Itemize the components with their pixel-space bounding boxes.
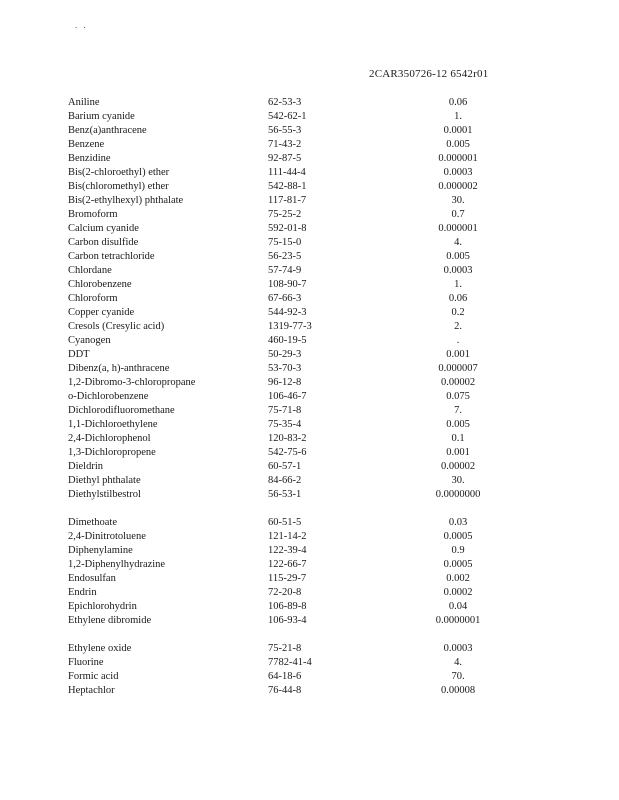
chemical-name: Chlorobenzene bbox=[68, 279, 132, 290]
table-row bbox=[68, 250, 508, 264]
limit-value: 1. bbox=[454, 279, 462, 290]
table-row bbox=[68, 516, 508, 530]
table-row bbox=[68, 292, 508, 306]
table-row bbox=[68, 194, 508, 208]
cas-number: 542-62-1 bbox=[268, 111, 307, 122]
table-row bbox=[68, 264, 508, 278]
chemical-name: 2,4-Dichlorophenol bbox=[68, 433, 151, 444]
table-row bbox=[68, 348, 508, 362]
chemical-name: Bis(2-ethylhexyl) phthalate bbox=[68, 195, 184, 206]
limit-value: 0.04 bbox=[448, 601, 468, 612]
cas-number: 60-51-5 bbox=[268, 517, 302, 528]
limit-value: 4. bbox=[454, 237, 462, 248]
cas-number: 84-66-2 bbox=[268, 475, 302, 486]
chemical-name: Fluorine bbox=[68, 657, 104, 668]
limit-value: 70. bbox=[451, 671, 465, 682]
cas-number: 53-70-3 bbox=[268, 363, 302, 374]
limit-value: 1. bbox=[454, 111, 462, 122]
limit-value: 0.00008 bbox=[440, 685, 476, 696]
table-row bbox=[68, 432, 508, 446]
cas-number: 76-44-8 bbox=[268, 685, 302, 696]
table-row bbox=[68, 180, 508, 194]
chemical-name: Cresols (Cresylic acid) bbox=[68, 321, 165, 332]
limit-value: 0.005 bbox=[446, 139, 470, 150]
cas-number: 122-39-4 bbox=[268, 545, 307, 556]
cas-number: 111-44-4 bbox=[268, 167, 306, 178]
limit-value: 0.0003 bbox=[443, 265, 473, 276]
limit-value: 0.005 bbox=[446, 419, 470, 430]
limit-value: 0.0003 bbox=[443, 643, 473, 654]
limit-value: 0.0000000 bbox=[435, 489, 481, 500]
corner-mark: . . bbox=[75, 20, 88, 30]
cas-number: 72-20-8 bbox=[268, 587, 302, 598]
cas-number: 96-12-8 bbox=[268, 377, 302, 388]
table-row bbox=[68, 362, 508, 376]
chemical-name: Benz(a)anthracene bbox=[68, 125, 147, 136]
table-row bbox=[68, 544, 508, 558]
table-row bbox=[68, 306, 508, 320]
table-row bbox=[68, 684, 508, 698]
chemical-name: Aniline bbox=[68, 97, 100, 108]
limit-value: 0.000007 bbox=[438, 363, 478, 374]
cas-number: 56-23-5 bbox=[268, 251, 302, 262]
limit-value: 0.00002 bbox=[440, 377, 476, 388]
limit-value: 0.03 bbox=[448, 517, 468, 528]
cas-number: 542-75-6 bbox=[268, 447, 307, 458]
chemical-name: Copper cyanide bbox=[68, 307, 135, 318]
cas-number: 56-55-3 bbox=[268, 125, 302, 136]
chemical-name: 1,2-Dibromo-3-chloropropane bbox=[68, 377, 196, 388]
cas-number: 50-29-3 bbox=[268, 349, 302, 360]
cas-number: 544-92-3 bbox=[268, 307, 307, 318]
limit-value: 0.1 bbox=[451, 433, 465, 444]
table-row bbox=[68, 530, 508, 544]
cas-number: 106-89-8 bbox=[268, 601, 307, 612]
chemical-name: Diethyl phthalate bbox=[68, 475, 141, 486]
chemical-name: Chloroform bbox=[68, 293, 118, 304]
table-row bbox=[68, 642, 508, 656]
limit-value: 0.9 bbox=[451, 545, 465, 556]
chemical-name: Diethylstilbestrol bbox=[68, 489, 141, 500]
limit-value: 0.002 bbox=[446, 573, 470, 584]
chemical-name: Chlordane bbox=[68, 265, 112, 276]
chemical-name: Carbon tetrachloride bbox=[68, 251, 155, 262]
limit-value: 0.0001 bbox=[443, 125, 473, 136]
chemical-name: Benzidine bbox=[68, 153, 111, 164]
limit-value: 0.001 bbox=[446, 447, 470, 458]
limit-value: 0.06 bbox=[448, 97, 468, 108]
limit-value: 0.000001 bbox=[438, 223, 478, 234]
chemical-name: Carbon disulfide bbox=[68, 237, 139, 248]
cas-number: 75-25-2 bbox=[268, 209, 302, 220]
chemical-name: Dimethoate bbox=[68, 517, 117, 528]
table-row bbox=[68, 656, 508, 670]
chemical-name: Dichlorodifluoromethane bbox=[68, 405, 175, 416]
limit-value: 0.2 bbox=[451, 307, 465, 318]
table-row bbox=[68, 572, 508, 586]
limit-value: 0.001 bbox=[446, 349, 470, 360]
cas-number: 542-88-1 bbox=[268, 181, 307, 192]
table-row bbox=[68, 670, 508, 684]
chemical-name: 1,2-Diphenylhydrazine bbox=[68, 559, 166, 570]
chemical-name: Formic acid bbox=[68, 671, 119, 682]
table-row bbox=[68, 376, 508, 390]
chemical-name: Cyanogen bbox=[68, 335, 111, 346]
cas-number: 7782-41-4 bbox=[268, 657, 312, 668]
chemical-table bbox=[68, 96, 508, 698]
cas-number: 122-66-7 bbox=[268, 559, 307, 570]
table-row bbox=[68, 600, 508, 614]
chemical-name: Bis(2-chloroethyl) ether bbox=[68, 167, 170, 178]
table-row bbox=[68, 460, 508, 474]
limit-value: 4. bbox=[454, 657, 462, 668]
chemical-name: Bromoform bbox=[68, 209, 118, 220]
limit-value: . bbox=[456, 335, 460, 346]
chemical-name: Dieldrin bbox=[68, 461, 103, 472]
chemical-name: Epichlorohydrin bbox=[68, 601, 137, 612]
limit-value: 0.0005 bbox=[443, 531, 473, 542]
limit-value: 30. bbox=[451, 475, 465, 486]
cas-number: 106-46-7 bbox=[268, 391, 307, 402]
table-row bbox=[68, 208, 508, 222]
limit-value: 7. bbox=[454, 405, 462, 416]
cas-number: 75-35-4 bbox=[268, 419, 302, 430]
table-row bbox=[68, 404, 508, 418]
cas-number: 67-66-3 bbox=[268, 293, 302, 304]
limit-value: 0.06 bbox=[448, 293, 468, 304]
limit-value: 0.075 bbox=[446, 391, 470, 402]
table-row bbox=[68, 278, 508, 292]
cas-number: 75-21-8 bbox=[268, 643, 302, 654]
limit-value: 0.000001 bbox=[438, 153, 478, 164]
table-row bbox=[68, 418, 508, 432]
limit-value: 0.0000001 bbox=[435, 615, 481, 626]
limit-value: 0.7 bbox=[451, 209, 465, 220]
chemical-name: Dibenz(a, h)-anthracene bbox=[68, 363, 170, 374]
table-row bbox=[68, 152, 508, 166]
chemical-name: Heptachlor bbox=[68, 685, 115, 696]
table-row bbox=[68, 222, 508, 236]
chemical-name: Diphenylamine bbox=[68, 545, 133, 556]
table-row bbox=[68, 586, 508, 600]
limit-value: 2. bbox=[454, 321, 462, 332]
cas-number: 56-53-1 bbox=[268, 489, 302, 500]
cas-number: 108-90-7 bbox=[268, 279, 307, 290]
table-row bbox=[68, 614, 508, 628]
table-row bbox=[68, 446, 508, 460]
table-row bbox=[68, 96, 508, 110]
table-row bbox=[68, 166, 508, 180]
document-id: 2CAR350726-12 6542r01 bbox=[369, 68, 489, 80]
cas-number: 1319-77-3 bbox=[268, 321, 312, 332]
chemical-name: Endosulfan bbox=[68, 573, 116, 584]
cas-number: 92-87-5 bbox=[268, 153, 302, 164]
chemical-name: DDT bbox=[68, 349, 90, 360]
cas-number: 75-71-8 bbox=[268, 405, 302, 416]
limit-value: 0.0005 bbox=[443, 559, 473, 570]
cas-number: 60-57-1 bbox=[268, 461, 302, 472]
table-row bbox=[68, 488, 508, 502]
cas-number: 64-18-6 bbox=[268, 671, 302, 682]
table-row bbox=[68, 138, 508, 152]
cas-number: 121-14-2 bbox=[268, 531, 307, 542]
limit-value: 0.005 bbox=[446, 251, 470, 262]
chemical-name: Ethylene dibromide bbox=[68, 615, 152, 626]
table-row bbox=[68, 320, 508, 334]
chemical-name: 2,4-Dinitrotoluene bbox=[68, 531, 146, 542]
cas-number: 57-74-9 bbox=[268, 265, 302, 276]
limit-value: 0.00002 bbox=[440, 461, 476, 472]
cas-number: 592-01-8 bbox=[268, 223, 307, 234]
table-row bbox=[68, 124, 508, 138]
cas-number: 75-15-0 bbox=[268, 237, 302, 248]
chemical-name: Calcium cyanide bbox=[68, 223, 139, 234]
chemical-name: 1,1-Dichloroethylene bbox=[68, 419, 158, 430]
table-row bbox=[68, 558, 508, 572]
chemical-name: Barium cyanide bbox=[68, 111, 135, 122]
chemical-name: Endrin bbox=[68, 587, 97, 598]
cas-number: 62-53-3 bbox=[268, 97, 302, 108]
chemical-name: 1,3-Dichloropropene bbox=[68, 447, 156, 458]
limit-value: 0.0003 bbox=[443, 167, 473, 178]
cas-number: 120-83-2 bbox=[268, 433, 307, 444]
cas-number: 106-93-4 bbox=[268, 615, 307, 626]
cas-number: 460-19-5 bbox=[268, 335, 307, 346]
table-row bbox=[68, 334, 508, 348]
table-row bbox=[68, 236, 508, 250]
cas-number: 71-43-2 bbox=[268, 139, 302, 150]
chemical-name: o-Dichlorobenzene bbox=[68, 391, 149, 402]
chemical-name: Benzene bbox=[68, 139, 105, 150]
chemical-name: Bis(chloromethyl) ether bbox=[68, 181, 169, 192]
limit-value: 0.000002 bbox=[438, 181, 478, 192]
limit-value: 30. bbox=[451, 195, 465, 206]
cas-number: 117-81-7 bbox=[268, 195, 307, 206]
table-row bbox=[68, 110, 508, 124]
table-row bbox=[68, 390, 508, 404]
table-row bbox=[68, 474, 508, 488]
cas-number: 115-29-7 bbox=[268, 573, 307, 584]
chemical-name: Ethylene oxide bbox=[68, 643, 132, 654]
limit-value: 0.0002 bbox=[443, 587, 473, 598]
